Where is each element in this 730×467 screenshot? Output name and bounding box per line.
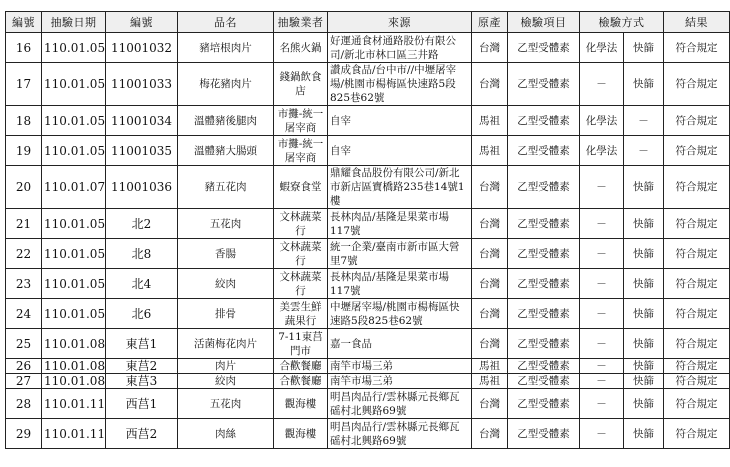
cell-origin: 台灣 bbox=[472, 33, 508, 63]
cell-test-item: 乙型受體素 bbox=[508, 269, 580, 299]
cell-sample-code: 11001032 bbox=[106, 33, 178, 63]
cell-product-name: 溫體豬大腸頭 bbox=[178, 136, 274, 166]
cell-result: 符合規定 bbox=[664, 63, 730, 106]
cell-test-method-chemical: － bbox=[580, 329, 624, 359]
cell-source: 自宰 bbox=[328, 106, 472, 136]
table-header-row bbox=[6, 12, 730, 33]
cell-source: 好運通食材通路股份有限公司/新北市林口區三井路 bbox=[328, 33, 472, 63]
cell-origin: 馬祖 bbox=[472, 359, 508, 374]
cell-row-number: 22 bbox=[6, 239, 42, 269]
cell-origin: 馬祖 bbox=[472, 374, 508, 389]
cell-result: 符合規定 bbox=[664, 419, 730, 449]
cell-origin: 台灣 bbox=[472, 209, 508, 239]
cell-sampling-date: 110.01.08 bbox=[42, 359, 106, 374]
cell-source: 明昌肉品行/雲林縣元長鄉瓦磘村北興路69號 bbox=[328, 389, 472, 419]
cell-test-method-chemical: － bbox=[580, 419, 624, 449]
cell-row-number: 19 bbox=[6, 136, 42, 166]
cell-sampling-date: 110.01.05 bbox=[42, 239, 106, 269]
cell-source: 中壢屠宰場/桃園市楊梅區快速路5段825巷62號 bbox=[328, 299, 472, 329]
cell-sample-code: 東莒2 bbox=[106, 359, 178, 374]
cell-vendor-name: 名熊火鍋 bbox=[274, 33, 328, 63]
cell-test-method-rapid: 快篩 bbox=[624, 239, 664, 269]
cell-origin: 台灣 bbox=[472, 419, 508, 449]
cell-source: 長林肉品/基隆是果菜市場117號 bbox=[328, 209, 472, 239]
cell-vendor-name: 7-11東莒門市 bbox=[274, 329, 328, 359]
cell-sample-code: 11001036 bbox=[106, 166, 178, 209]
cell-product-name: 豬培根肉片 bbox=[178, 33, 274, 63]
cell-test-method-rapid: 快篩 bbox=[624, 419, 664, 449]
cell-test-method-chemical: － bbox=[580, 374, 624, 389]
cell-sample-code: 東莒3 bbox=[106, 374, 178, 389]
cell-sample-code: 北2 bbox=[106, 209, 178, 239]
cell-source: 明昌肉品行/雲林縣元長鄉瓦磘村北興路69號 bbox=[328, 419, 472, 449]
cell-sample-code: 東莒1 bbox=[106, 329, 178, 359]
cell-result: 符合規定 bbox=[664, 299, 730, 329]
table-row bbox=[6, 329, 730, 359]
table-row bbox=[6, 374, 730, 389]
cell-test-method-chemical: － bbox=[580, 166, 624, 209]
cell-vendor-name: 錢鍋飲食店 bbox=[274, 63, 328, 106]
cell-row-number: 21 bbox=[6, 209, 42, 239]
cell-origin: 台灣 bbox=[472, 269, 508, 299]
cell-vendor-name: 合歡餐廳 bbox=[274, 374, 328, 389]
cell-test-item: 乙型受體素 bbox=[508, 299, 580, 329]
cell-sample-code: 北8 bbox=[106, 239, 178, 269]
cell-row-number: 17 bbox=[6, 63, 42, 106]
cell-test-method-rapid: 快篩 bbox=[624, 63, 664, 106]
cell-test-item: 乙型受體素 bbox=[508, 106, 580, 136]
cell-test-item: 乙型受體素 bbox=[508, 166, 580, 209]
cell-row-number: 25 bbox=[6, 329, 42, 359]
table-row bbox=[6, 63, 730, 106]
cell-source: 讚成食品/台中市//中壢屠宰場/桃園市楊梅區快速路5段825巷62號 bbox=[328, 63, 472, 106]
cell-product-name: 肉片 bbox=[178, 359, 274, 374]
cell-row-number: 29 bbox=[6, 419, 42, 449]
cell-origin: 馬祖 bbox=[472, 136, 508, 166]
header-test-method: 檢驗方式 bbox=[580, 12, 664, 33]
cell-test-method-chemical: － bbox=[580, 63, 624, 106]
cell-product-name: 絞肉 bbox=[178, 269, 274, 299]
cell-origin: 台灣 bbox=[472, 63, 508, 106]
cell-row-number: 26 bbox=[6, 359, 42, 374]
cell-product-name: 五花肉 bbox=[178, 209, 274, 239]
cell-sample-code: 北6 bbox=[106, 299, 178, 329]
cell-sampling-date: 110.01.05 bbox=[42, 33, 106, 63]
cell-source: 長林肉品/基隆是果菜市場117號 bbox=[328, 269, 472, 299]
cell-vendor-name: 文林蔬菜行 bbox=[274, 239, 328, 269]
cell-sampling-date: 110.01.05 bbox=[42, 209, 106, 239]
cell-test-method-chemical: － bbox=[580, 299, 624, 329]
cell-vendor-name: 文林蔬菜行 bbox=[274, 269, 328, 299]
cell-test-item: 乙型受體素 bbox=[508, 33, 580, 63]
cell-test-item: 乙型受體素 bbox=[508, 374, 580, 389]
cell-origin: 台灣 bbox=[472, 299, 508, 329]
cell-sample-code: 西莒1 bbox=[106, 389, 178, 419]
cell-test-item: 乙型受體素 bbox=[508, 239, 580, 269]
cell-sampling-date: 110.01.05 bbox=[42, 299, 106, 329]
cell-sampling-date: 110.01.05 bbox=[42, 106, 106, 136]
cell-product-name: 排骨 bbox=[178, 299, 274, 329]
cell-test-method-chemical: － bbox=[580, 389, 624, 419]
cell-test-method-rapid: 快篩 bbox=[624, 389, 664, 419]
cell-source: 統一企業/臺南市新市區大營里7號 bbox=[328, 239, 472, 269]
cell-vendor-name: 觀海樓 bbox=[274, 419, 328, 449]
cell-test-item: 乙型受體素 bbox=[508, 389, 580, 419]
cell-test-item: 乙型受體素 bbox=[508, 136, 580, 166]
cell-test-item: 乙型受體素 bbox=[508, 419, 580, 449]
table-row bbox=[6, 239, 730, 269]
cell-product-name: 豬五花肉 bbox=[178, 166, 274, 209]
cell-test-method-chemical: － bbox=[580, 269, 624, 299]
table-row bbox=[6, 136, 730, 166]
cell-source: 鼎耀食品股份有限公司/新北市新店區寶橋路235巷14號1樓 bbox=[328, 166, 472, 209]
cell-test-method-rapid: 快篩 bbox=[624, 374, 664, 389]
cell-origin: 台灣 bbox=[472, 329, 508, 359]
cell-test-method-rapid: － bbox=[624, 106, 664, 136]
cell-product-name: 肉絲 bbox=[178, 419, 274, 449]
cell-test-method-chemical: 化學法 bbox=[580, 106, 624, 136]
header-origin: 原產 bbox=[472, 12, 508, 33]
cell-source: 自宰 bbox=[328, 136, 472, 166]
header-test-item: 檢驗項目 bbox=[508, 12, 580, 33]
cell-vendor-name: 市攤-統一屠宰商 bbox=[274, 106, 328, 136]
cell-source: 南竿市場三弟 bbox=[328, 374, 472, 389]
cell-source: 南竿市場三弟 bbox=[328, 359, 472, 374]
cell-vendor-name: 合歡餐廳 bbox=[274, 359, 328, 374]
cell-sample-code: 11001035 bbox=[106, 136, 178, 166]
cell-sample-code: 11001033 bbox=[106, 63, 178, 106]
cell-test-method-rapid: 快篩 bbox=[624, 209, 664, 239]
table-row bbox=[6, 299, 730, 329]
cell-test-method-chemical: － bbox=[580, 359, 624, 374]
cell-row-number: 23 bbox=[6, 269, 42, 299]
header-number: 編號 bbox=[6, 12, 42, 33]
cell-origin: 台灣 bbox=[472, 166, 508, 209]
cell-sampling-date: 110.01.05 bbox=[42, 269, 106, 299]
cell-row-number: 28 bbox=[6, 389, 42, 419]
cell-test-method-rapid: 快篩 bbox=[624, 166, 664, 209]
cell-sample-code: 西莒2 bbox=[106, 419, 178, 449]
cell-test-method-rapid: 快篩 bbox=[624, 269, 664, 299]
cell-source: 嘉一食品 bbox=[328, 329, 472, 359]
cell-product-name: 溫體豬後腿肉 bbox=[178, 106, 274, 136]
cell-test-method-chemical: 化學法 bbox=[580, 33, 624, 63]
cell-row-number: 24 bbox=[6, 299, 42, 329]
cell-product-name: 絞肉 bbox=[178, 374, 274, 389]
cell-result: 符合規定 bbox=[664, 329, 730, 359]
cell-product-name: 五花肉 bbox=[178, 389, 274, 419]
cell-origin: 台灣 bbox=[472, 389, 508, 419]
cell-test-method-rapid: 快篩 bbox=[624, 299, 664, 329]
cell-test-item: 乙型受體素 bbox=[508, 359, 580, 374]
header-product-name: 品名 bbox=[178, 12, 274, 33]
cell-sampling-date: 110.01.05 bbox=[42, 63, 106, 106]
cell-result: 符合規定 bbox=[664, 136, 730, 166]
cell-sampling-date: 110.01.07 bbox=[42, 166, 106, 209]
cell-vendor-name: 蝦寮食堂 bbox=[274, 166, 328, 209]
table-row bbox=[6, 419, 730, 449]
header-result: 結果 bbox=[664, 12, 730, 33]
cell-test-method-chemical: 化學法 bbox=[580, 136, 624, 166]
cell-sampling-date: 110.01.08 bbox=[42, 374, 106, 389]
cell-product-name: 香腸 bbox=[178, 239, 274, 269]
cell-test-method-rapid: 快篩 bbox=[624, 33, 664, 63]
cell-vendor-name: 市攤-統一屠宰商 bbox=[274, 136, 328, 166]
cell-origin: 台灣 bbox=[472, 239, 508, 269]
cell-sampling-date: 110.01.05 bbox=[42, 136, 106, 166]
cell-sample-code: 北4 bbox=[106, 269, 178, 299]
header-sampling-date: 抽驗日期 bbox=[42, 12, 106, 33]
cell-row-number: 27 bbox=[6, 374, 42, 389]
cell-product-name: 梅花豬肉片 bbox=[178, 63, 274, 106]
cell-row-number: 16 bbox=[6, 33, 42, 63]
table-row bbox=[6, 359, 730, 374]
cell-result: 符合規定 bbox=[664, 269, 730, 299]
table-row bbox=[6, 33, 730, 63]
cell-vendor-name: 觀海樓 bbox=[274, 389, 328, 419]
inspection-results-table bbox=[5, 11, 730, 449]
table-row bbox=[6, 166, 730, 209]
cell-test-item: 乙型受體素 bbox=[508, 329, 580, 359]
cell-result: 符合規定 bbox=[664, 106, 730, 136]
cell-row-number: 18 bbox=[6, 106, 42, 136]
cell-row-number: 20 bbox=[6, 166, 42, 209]
header-source: 來源 bbox=[328, 12, 472, 33]
table-row bbox=[6, 209, 730, 239]
cell-result: 符合規定 bbox=[664, 209, 730, 239]
cell-vendor-name: 美雲生鮮蔬果行 bbox=[274, 299, 328, 329]
cell-result: 符合規定 bbox=[664, 359, 730, 374]
inspection-table-container bbox=[5, 11, 730, 449]
cell-result: 符合規定 bbox=[664, 374, 730, 389]
cell-test-method-rapid: 快篩 bbox=[624, 329, 664, 359]
cell-sampling-date: 110.01.11 bbox=[42, 389, 106, 419]
table-row bbox=[6, 106, 730, 136]
cell-origin: 馬祖 bbox=[472, 106, 508, 136]
cell-test-item: 乙型受體素 bbox=[508, 63, 580, 106]
cell-product-name: 活菌梅花肉片 bbox=[178, 329, 274, 359]
cell-test-item: 乙型受體素 bbox=[508, 209, 580, 239]
cell-sampling-date: 110.01.11 bbox=[42, 419, 106, 449]
cell-test-method-chemical: － bbox=[580, 209, 624, 239]
cell-vendor-name: 文林蔬菜行 bbox=[274, 209, 328, 239]
cell-sample-code: 11001034 bbox=[106, 106, 178, 136]
table-row bbox=[6, 269, 730, 299]
table-row bbox=[6, 389, 730, 419]
cell-sampling-date: 110.01.08 bbox=[42, 329, 106, 359]
cell-test-method-chemical: － bbox=[580, 239, 624, 269]
cell-result: 符合規定 bbox=[664, 166, 730, 209]
cell-test-method-rapid: 快篩 bbox=[624, 359, 664, 374]
cell-result: 符合規定 bbox=[664, 389, 730, 419]
header-code: 編號 bbox=[106, 12, 178, 33]
cell-result: 符合規定 bbox=[664, 239, 730, 269]
table-body bbox=[6, 33, 730, 449]
cell-test-method-rapid: － bbox=[624, 136, 664, 166]
cell-result: 符合規定 bbox=[664, 33, 730, 63]
header-vendor: 抽驗業者 bbox=[274, 12, 328, 33]
